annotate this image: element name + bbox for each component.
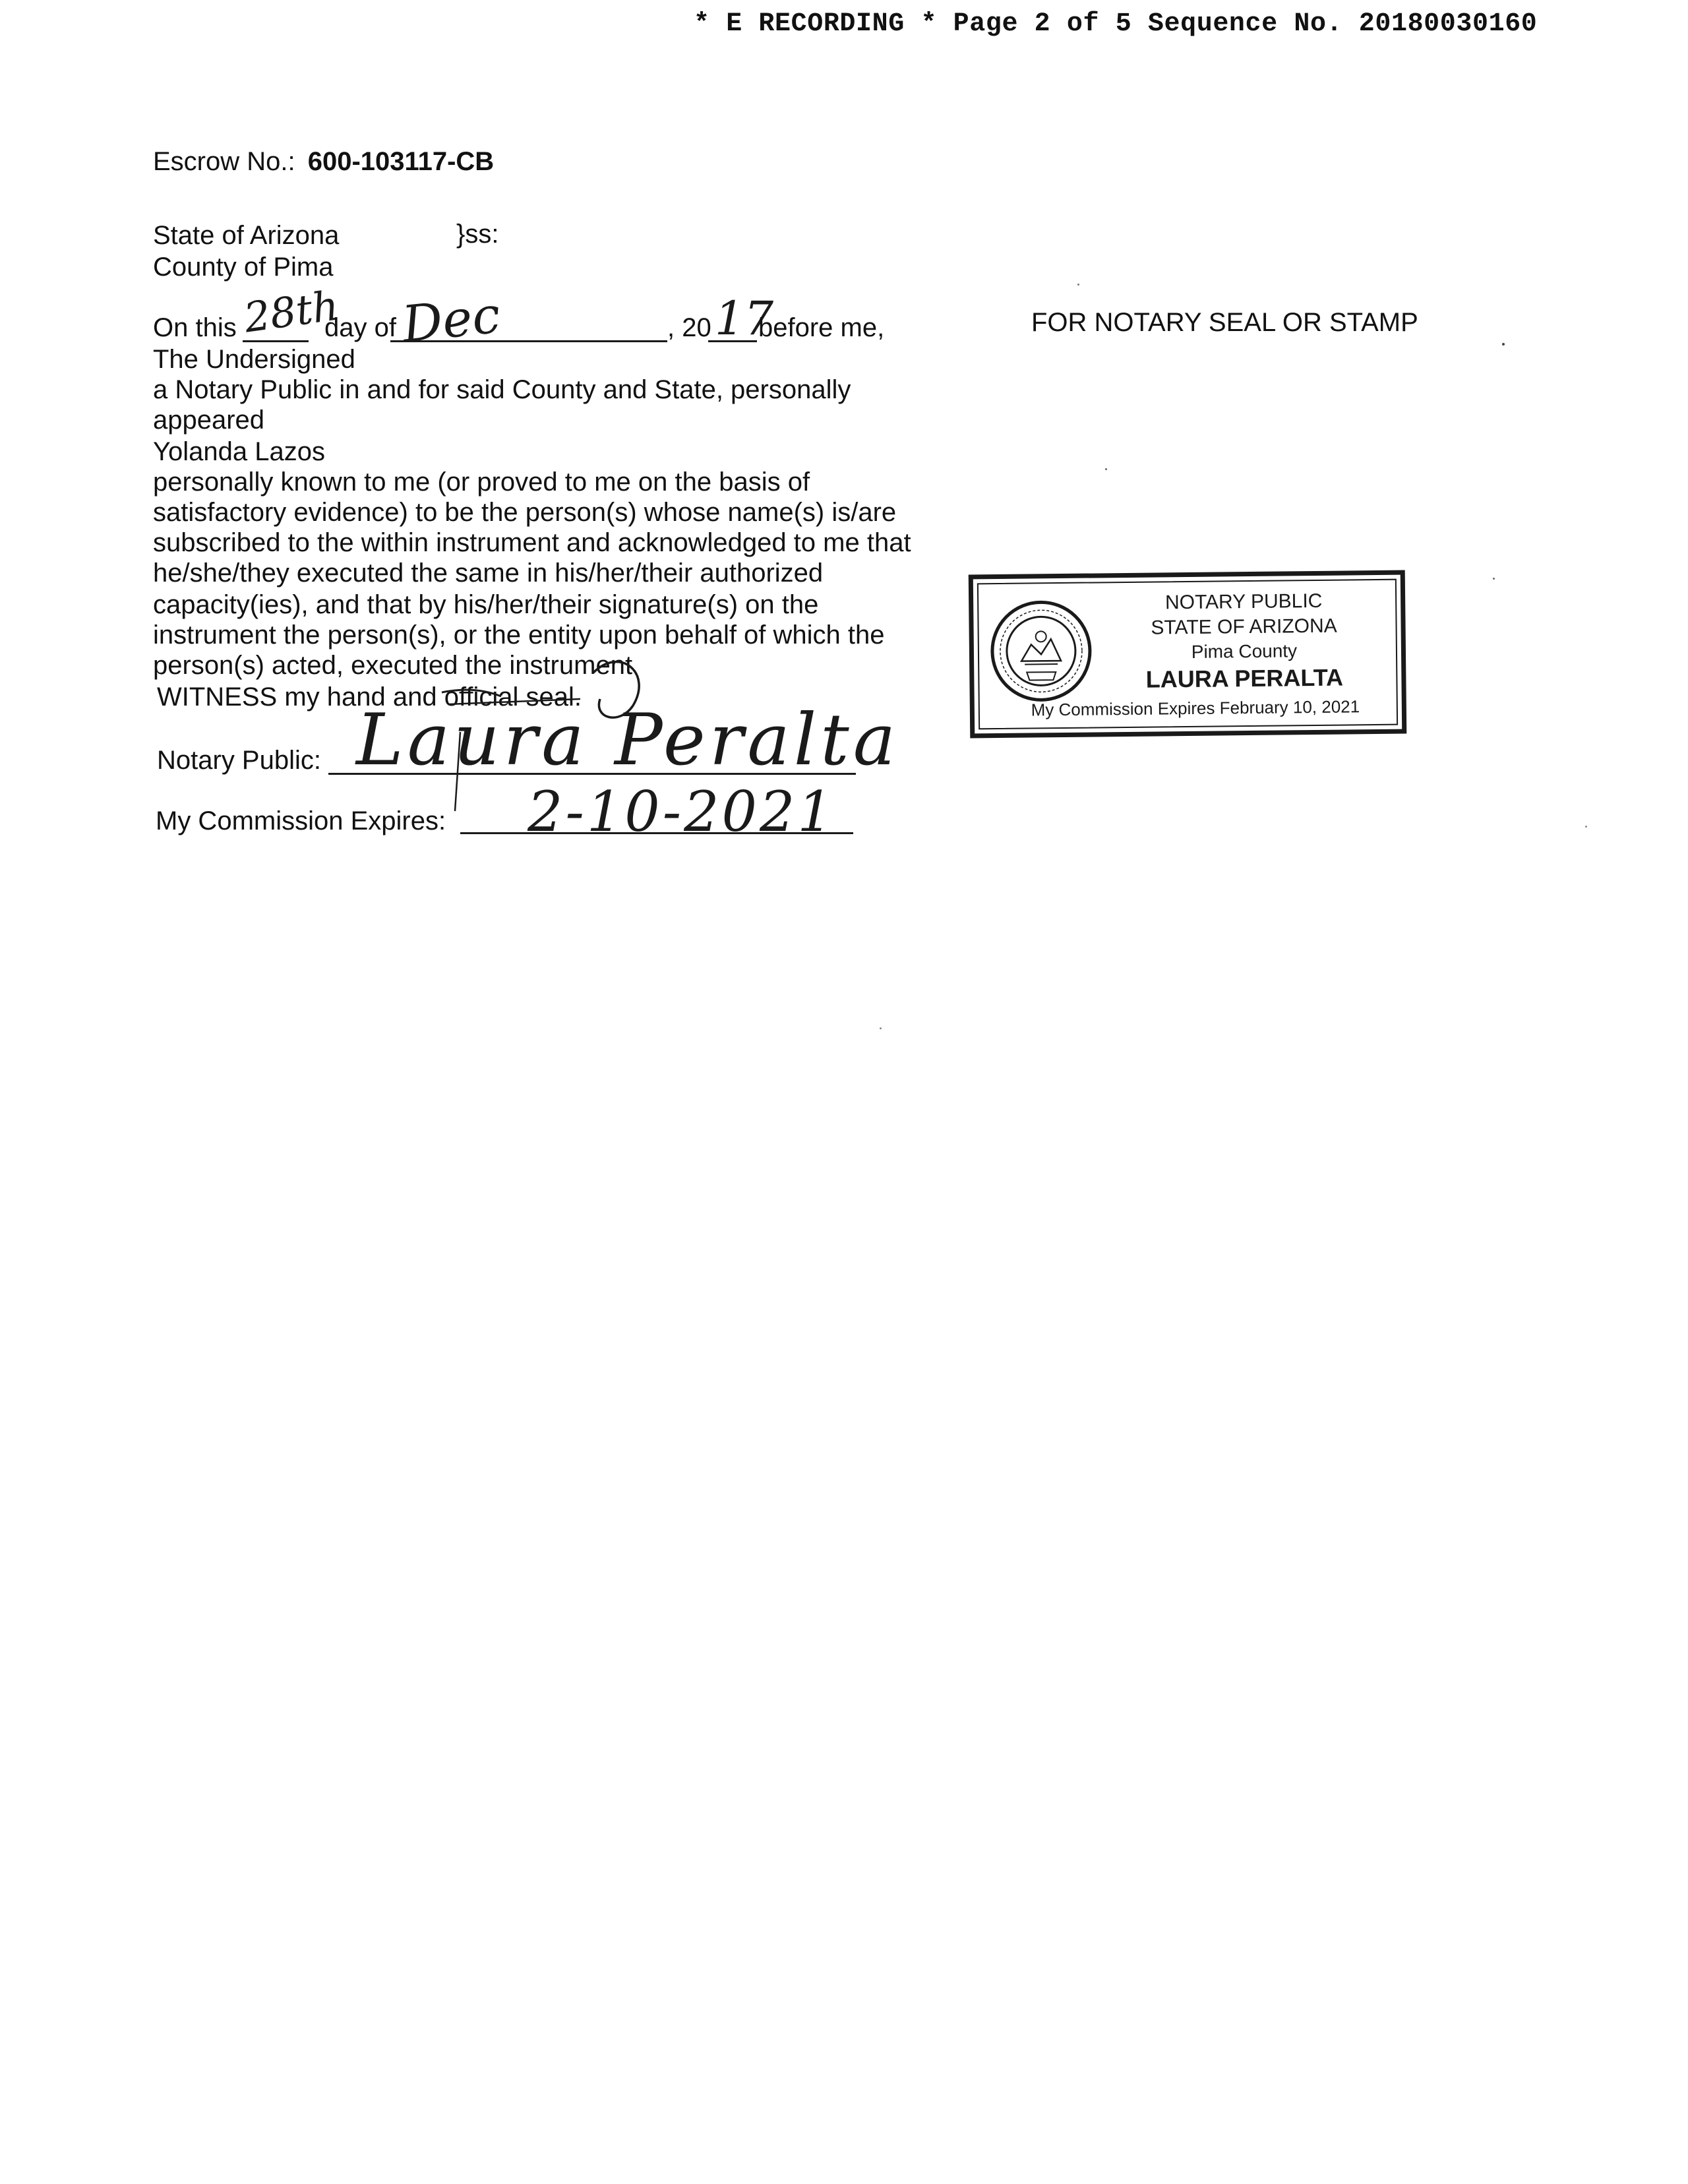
before-me-label: before me,: [758, 313, 885, 342]
on-this-label: On this: [153, 313, 237, 342]
scan-speck: [1502, 343, 1505, 346]
notary-public-label: Notary Public:: [157, 746, 321, 775]
scan-speck: [1493, 578, 1495, 580]
arizona-state-seal-icon: [988, 597, 1095, 704]
seal-area-label: FOR NOTARY SEAL OR STAMP: [1031, 308, 1418, 337]
venue-county: County of Pima: [153, 253, 334, 282]
recording-header: * E RECORDING * Page 2 of 5 Sequence No. 20180030160: [694, 9, 1538, 39]
venue-ss: }ss:: [456, 220, 499, 249]
ack-line: person(s) acted, executed the instrument: [153, 651, 633, 680]
ack-line: instrument the person(s), or the entity upon behalf of which the: [153, 621, 885, 650]
ack-line: The Undersigned: [153, 345, 355, 374]
day-of-label: day of: [324, 313, 396, 342]
stamp-line1: NOTARY PUBLIC: [1164, 590, 1323, 614]
witness-line: WITNESS my hand and official seal.: [157, 682, 582, 712]
stamp-name: LAURA PERALTA: [1145, 663, 1344, 693]
escrow-number: 600-103117-CB: [307, 147, 495, 176]
ack-line: satisfactory evidence) to be the person(s) whose name(s) is/are: [153, 498, 897, 527]
ack-line: capacity(ies), and that by his/her/their signature(s) on the: [153, 590, 819, 619]
ack-line: he/she/they executed the same in his/her/their authorized: [153, 559, 824, 588]
ack-line: a Notary Public in and for said County and State, personally: [153, 375, 851, 404]
commission-label: My Commission Expires:: [156, 806, 446, 835]
escrow-label: Escrow No.:: [153, 147, 295, 176]
scan-speck: [1077, 284, 1079, 286]
stamp-commission: My Commission Expires February 10, 2021: [1031, 696, 1360, 720]
scan-speck: [1105, 468, 1107, 470]
scan-speck: [880, 1027, 882, 1029]
ack-line: appeared: [153, 406, 265, 435]
ack-line: subscribed to the within instrument and acknowledged to me that: [153, 528, 911, 557]
notary-signature: Laura Peralta: [356, 699, 900, 781]
notary-stamp: [969, 570, 1407, 739]
year-handwritten: 17: [715, 291, 774, 346]
stamp-line3: Pima County: [1191, 640, 1298, 662]
day-handwritten: 28th: [241, 281, 342, 342]
commission-date-handwritten: 2-10-2021: [528, 779, 835, 844]
month-handwritten: Dec: [399, 285, 503, 354]
escrow-line: [153, 146, 494, 177]
year-prefix: , 20: [667, 313, 711, 342]
stamp-line2: STATE OF ARIZONA: [1151, 615, 1337, 639]
ack-line: personally known to me (or proved to me on the basis of: [153, 468, 810, 497]
venue-state: State of Arizona: [153, 221, 340, 250]
appearing-party: Yolanda Lazos: [153, 437, 325, 466]
scan-speck: [1585, 826, 1587, 828]
